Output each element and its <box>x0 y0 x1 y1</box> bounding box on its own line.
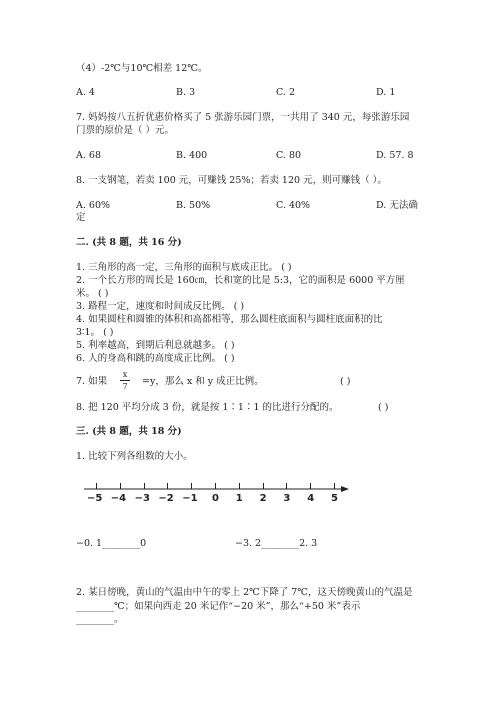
number-line-tick <box>144 483 145 489</box>
number-line-tick <box>167 483 168 489</box>
q4-option-c: C. 2 <box>276 87 296 98</box>
number-line-tick <box>334 483 335 489</box>
number-line-label: 1 <box>235 493 243 504</box>
number-line-tick <box>286 483 287 489</box>
q7-option-b: B. 400 <box>176 150 208 161</box>
q8-option-c: C. 40% <box>276 200 311 211</box>
section2-item-7-prefix: 7. 如果 <box>76 376 108 387</box>
number-line-tick <box>215 483 216 489</box>
number-line-tick <box>263 483 264 489</box>
q7-stem-line2: 门票的原价是（ ）元。 <box>76 125 175 136</box>
section2-item-7-blank: ( ) <box>340 376 351 387</box>
number-line-label: 4 <box>307 493 315 504</box>
q7-option-d: D. 57. 8 <box>376 150 414 161</box>
q8-option-d: D. 无法确 <box>376 200 418 211</box>
q8-option-d-wrap: 定 <box>76 212 86 223</box>
q7-stem-line1: 7. 妈妈按八五折优惠价格买了 5 张游乐园门票，一共用了 340 元，每张游乐园 <box>76 112 410 123</box>
section2-item-5: 5. 利率越高，到期后利息就越多。 ( ) <box>76 340 235 351</box>
section3-q2-line1: 2. 某日傍晚，黄山的气温由中午的零上 2℃下降了 7℃，这天傍晚黄山的气温是 <box>76 587 413 598</box>
number-line-label: −1 <box>182 493 198 504</box>
number-line-tick <box>120 483 121 489</box>
section2-item-4: 4. 如果圆柱和圆锥的体积和高都相等，那么圆柱底面积与圆柱底面积的比 <box>76 314 383 325</box>
q4-option-d: D. 1 <box>376 87 396 98</box>
section2-item-8-blank: ( ) <box>378 402 389 413</box>
number-line-label: 2 <box>259 493 267 504</box>
q7-option-c: C. 80 <box>276 150 302 161</box>
number-line-tick <box>191 483 192 489</box>
number-line-label: 3 <box>283 493 291 504</box>
fraction-denominator: 7 <box>122 382 128 391</box>
number-line-label: −2 <box>158 493 174 504</box>
section2-item-8: 8. 把 120 平均分成 3 份，就是按 1∶1∶1 的比进行分配的。 <box>76 402 339 413</box>
number-line-label: 0 <box>212 493 219 504</box>
section3-q1: 1. 比较下列各组数的大小。 <box>76 451 193 462</box>
q8-option-b: B. 50% <box>176 200 211 211</box>
number-line-label: −3 <box>134 493 150 504</box>
compare-b: −3. 2________2. 3 <box>235 538 318 549</box>
q4-stem: （4）-2℃与10℃相差 12℃。 <box>76 63 208 74</box>
section2-item-4-wrap: 3∶1。 ( ) <box>76 327 114 338</box>
section3-q2-line2: ________℃；如果向西走 20 米记作“−20 米”，那么“+50 米”表示 <box>76 601 361 612</box>
compare-a: −0. 1________0 <box>76 538 147 549</box>
section2-item-6: 6. 人的身高和跳的高度成正比例。 ( ) <box>76 353 235 364</box>
section2-item-7-suffix: =y，那么 x 和 y 成正比例。 <box>142 376 264 387</box>
q8-stem: 8. 一支钢笔，若卖 100 元，可赚钱 25%；若卖 120 元，则可赚钱（ ）。 <box>76 175 387 186</box>
section2-title: 二. (共 8 题，共 16 分) <box>76 237 182 248</box>
section3-title: 三. (共 8 题，共 18 分) <box>76 426 182 437</box>
q7-option-a: A. 68 <box>76 150 101 161</box>
number-line-tick <box>96 483 97 489</box>
number-line-label: −4 <box>110 493 127 504</box>
number-line-label: 5 <box>331 493 338 504</box>
number-line-label: −5 <box>87 493 103 504</box>
q4-option-a: A. 4 <box>76 87 95 98</box>
number-line-tick <box>239 483 240 489</box>
section2-item-3: 3. 路程一定，速度和时间成反比例。 ( ) <box>76 301 245 312</box>
section2-item-2: 2. 一个长方形的周长是 160㎝，长和宽的比是 5:3，它的面积是 6000 平方厘 <box>76 275 405 286</box>
section2-item-2-wrap: 米。 ( ) <box>76 288 109 299</box>
fraction-numerator: x <box>122 370 128 379</box>
section3-q2-line3: ________。 <box>76 614 124 625</box>
section2-item-1: 1. 三角形的高一定，三角形的面积与底成正比。 ( ) <box>76 262 292 273</box>
q8-option-a: A. 60% <box>76 200 111 211</box>
q4-option-b: B. 3 <box>176 87 196 98</box>
number-line-tick <box>310 483 311 489</box>
